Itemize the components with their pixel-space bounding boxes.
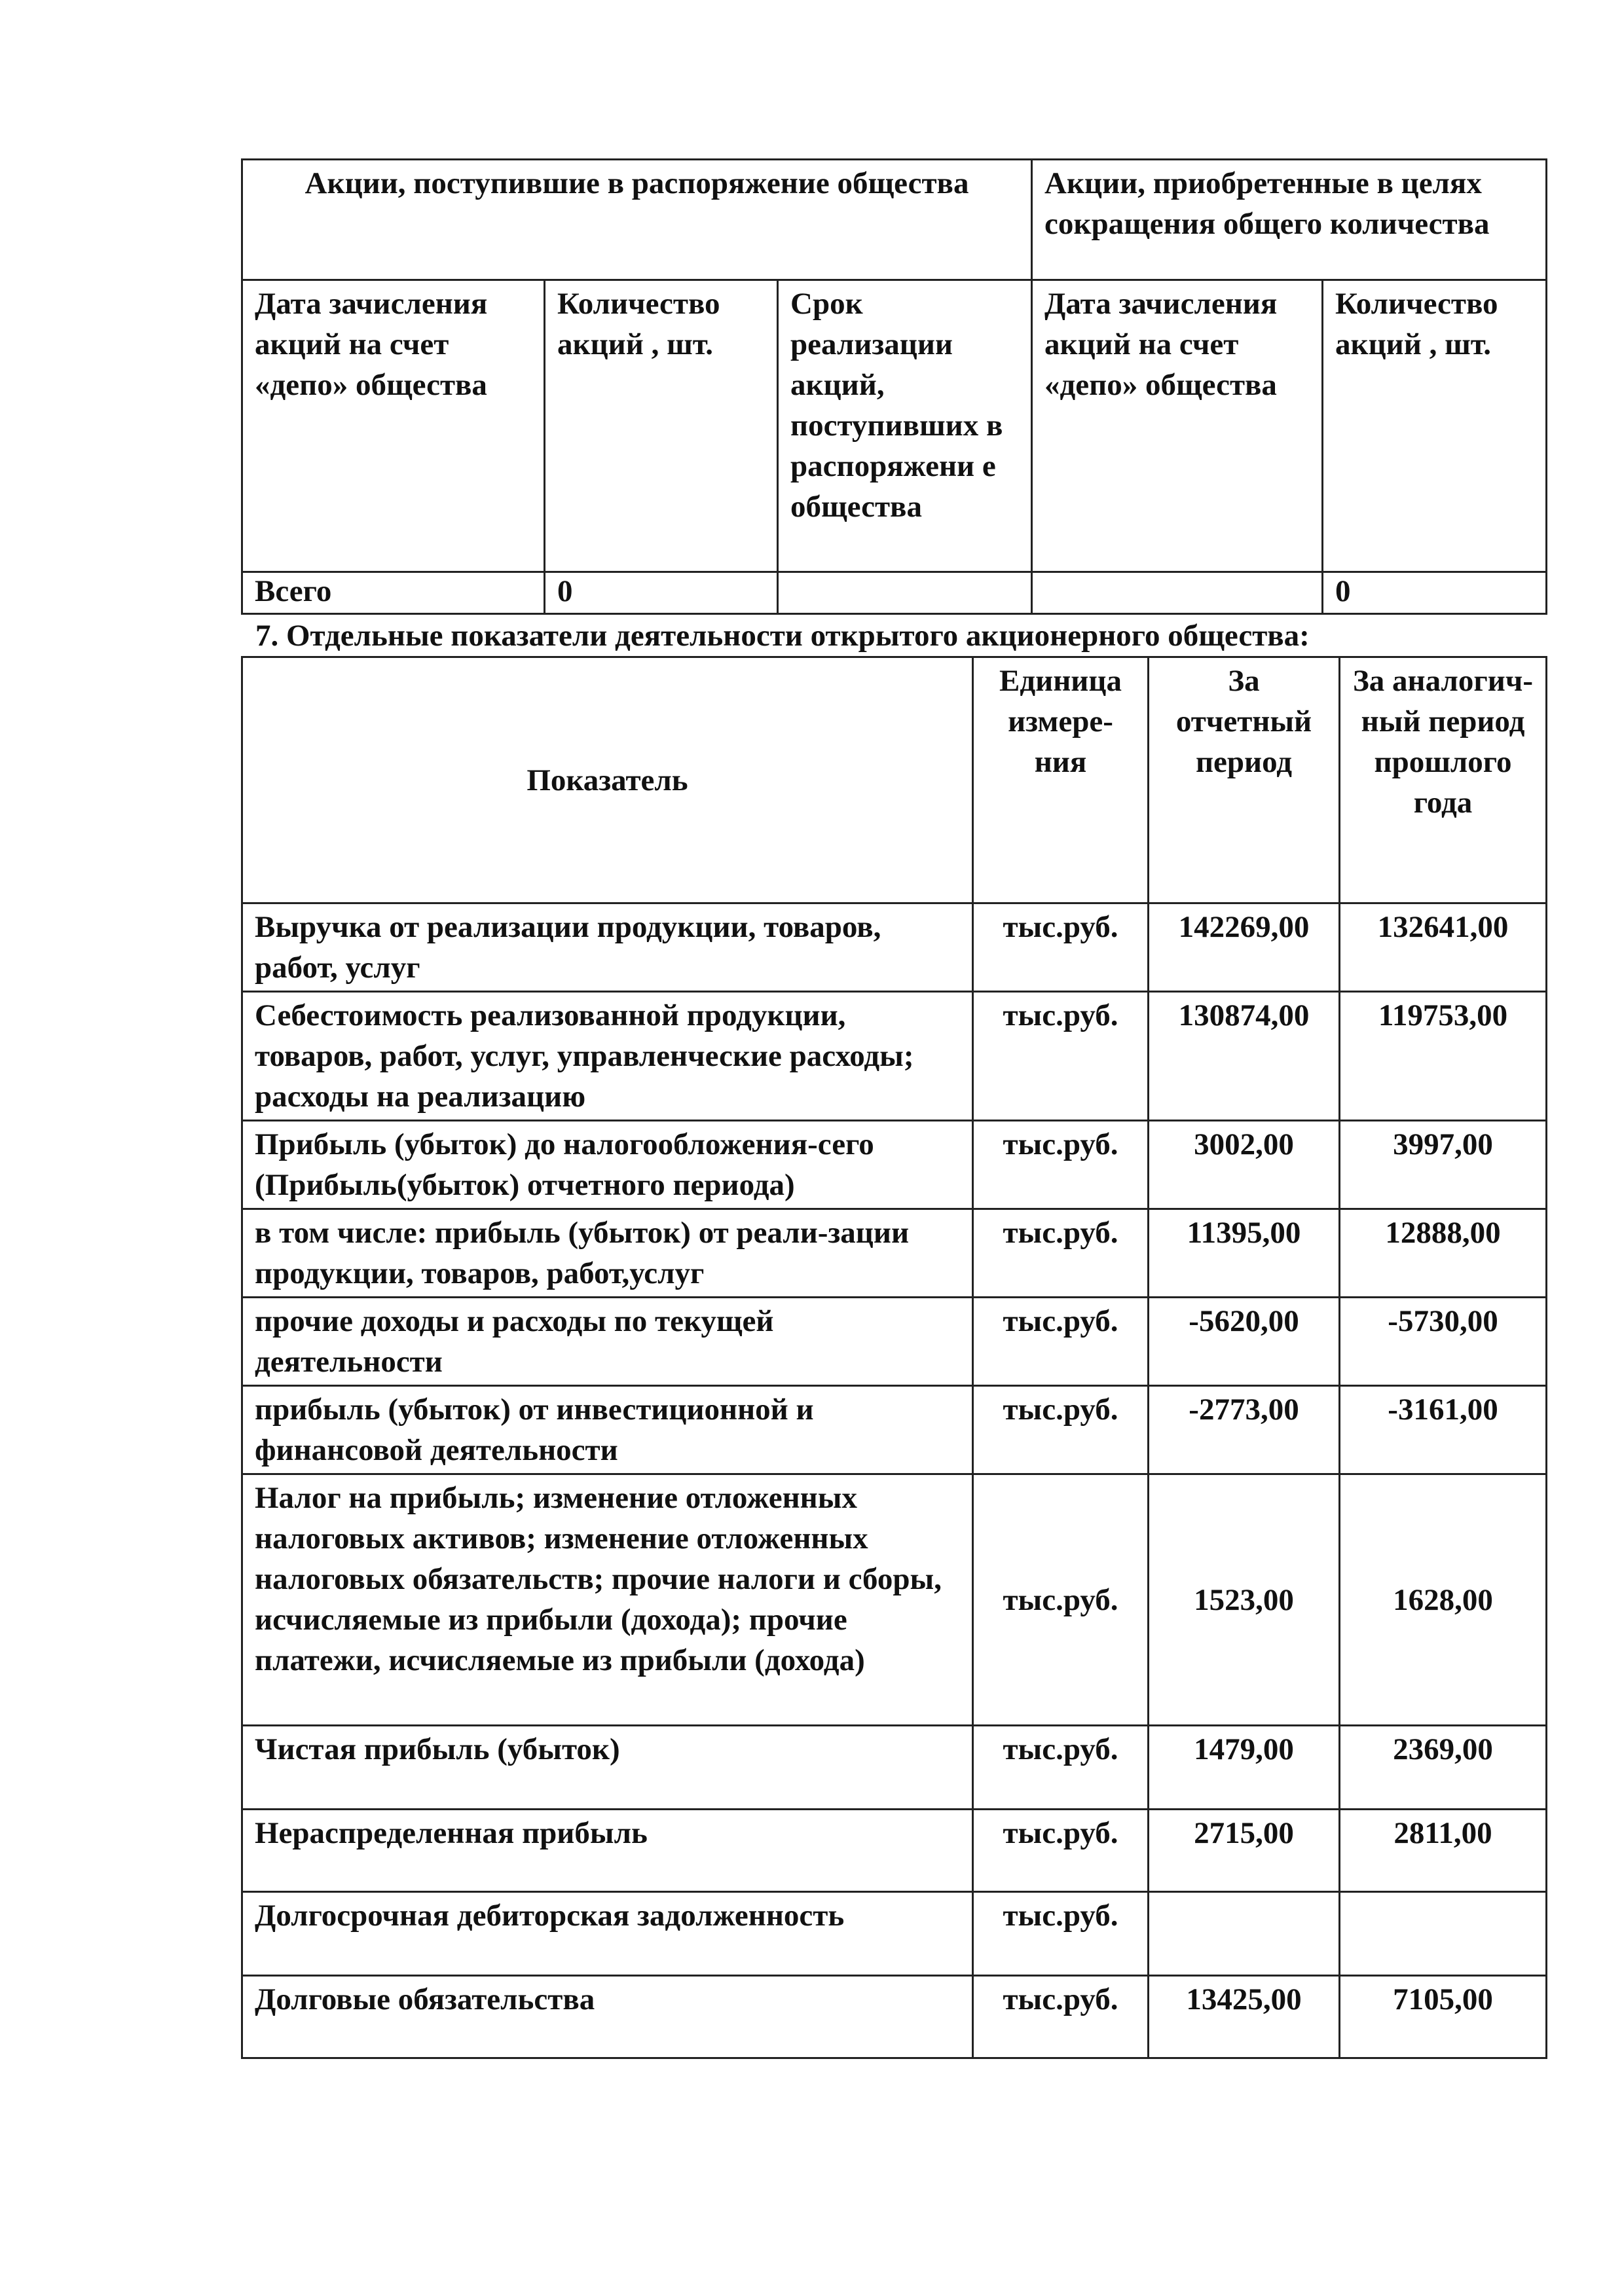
row-previous-value: 2369,00: [1340, 1726, 1547, 1810]
row-current-value: 3002,00: [1149, 1121, 1340, 1209]
table-row: [242, 1892, 1547, 1976]
row-label: Прибыль (убыток) до налогообложения-сего (Прибыль(убыток) отчетного периода): [242, 1121, 973, 1209]
table-row: [242, 1976, 1547, 2058]
table-row: [242, 992, 1547, 1121]
row-current-value: -2773,00: [1149, 1386, 1340, 1474]
section-7-title: 7. Отдельные показатели деятельности открытого акционерного общества:: [255, 619, 1310, 653]
shares-col-header: Дата зачисления акций на счет «депо» общества: [1032, 280, 1323, 572]
shares-group-right-header: Акции, приобретенные в целях сокращения общего количества: [1032, 160, 1547, 280]
row-previous-value: 1628,00: [1340, 1474, 1547, 1726]
row-label: Чистая прибыль (убыток): [242, 1726, 973, 1810]
row-label: Выручка от реализации продукции, товаров, работ, услуг: [242, 903, 973, 992]
shares-col-header: Количество акций , шт.: [545, 280, 778, 572]
row-label: Налог на прибыль; изменение отложенных налоговых активов; изменение отложенных налоговых обязательств; прочие налоги и сборы, исчисляемые из прибыли (дохода); прочие платежи, исчисляемые из прибыли (дохода): [242, 1474, 973, 1726]
row-previous-value: 2811,00: [1340, 1810, 1547, 1892]
row-previous-value: 3997,00: [1340, 1121, 1547, 1209]
row-current-value: 1479,00: [1149, 1726, 1340, 1810]
shares-col-header: Срок реализации акций, поступивших в распоряжени е общества: [778, 280, 1032, 572]
table-row: [242, 903, 1547, 992]
table-row: [242, 1209, 1547, 1298]
row-label: в том числе: прибыль (убыток) от реали-зации продукции, товаров, работ,услуг: [242, 1209, 973, 1298]
header-unit: Единица измере-ния: [973, 657, 1149, 903]
row-current-value: [1149, 1892, 1340, 1976]
row-previous-value: -3161,00: [1340, 1386, 1547, 1474]
indicators-table: [241, 656, 1547, 2059]
row-current-value: 2715,00: [1149, 1810, 1340, 1892]
row-previous-value: 7105,00: [1340, 1976, 1547, 2058]
row-unit: тыс.руб.: [973, 992, 1149, 1121]
row-label: Себестоимость реализованной продукции, товаров, работ, услуг, управленческие расходы; расходы на реализацию: [242, 992, 973, 1121]
table-row: [242, 1121, 1547, 1209]
shares-total-term: [778, 572, 1032, 614]
table-row: [242, 1386, 1547, 1474]
header-previous-period: За аналогич-ный период прошлого года: [1340, 657, 1547, 903]
table-row: [242, 1474, 1547, 1726]
shares-table: [241, 158, 1547, 615]
row-previous-value: -5730,00: [1340, 1298, 1547, 1386]
row-unit: тыс.руб.: [973, 1810, 1149, 1892]
row-label: Долговые обязательства: [242, 1976, 973, 2058]
shares-total-qty-right: 0: [1323, 572, 1547, 614]
row-label: прибыль (убыток) от инвестиционной и финансовой деятельности: [242, 1386, 973, 1474]
row-unit: тыс.руб.: [973, 903, 1149, 992]
row-label: Нераспределенная прибыль: [242, 1810, 973, 1892]
row-current-value: 13425,00: [1149, 1976, 1340, 2058]
row-current-value: 130874,00: [1149, 992, 1340, 1121]
table-row: [242, 1726, 1547, 1810]
row-current-value: -5620,00: [1149, 1298, 1340, 1386]
row-previous-value: 12888,00: [1340, 1209, 1547, 1298]
row-unit: тыс.руб.: [973, 1298, 1149, 1386]
shares-col-header: Дата зачисления акций на счет «депо» общества: [242, 280, 545, 572]
row-label: прочие доходы и расходы по текущей деятельности: [242, 1298, 973, 1386]
row-label: Долгосрочная дебиторская задолженность: [242, 1892, 973, 1976]
row-previous-value: 132641,00: [1340, 903, 1547, 992]
shares-total-qty-left: 0: [545, 572, 778, 614]
header-indicator: Показатель: [242, 657, 973, 903]
row-unit: тыс.руб.: [973, 1209, 1149, 1298]
header-current-period: За отчетный период: [1149, 657, 1340, 903]
row-unit: тыс.руб.: [973, 1726, 1149, 1810]
shares-total-label: Всего: [242, 572, 545, 614]
table-row: [242, 1298, 1547, 1386]
shares-total-date-right: [1032, 572, 1323, 614]
row-previous-value: [1340, 1892, 1547, 1976]
row-unit: тыс.руб.: [973, 1474, 1149, 1726]
row-current-value: 1523,00: [1149, 1474, 1340, 1726]
row-previous-value: 119753,00: [1340, 992, 1547, 1121]
row-current-value: 142269,00: [1149, 903, 1340, 992]
row-unit: тыс.руб.: [973, 1121, 1149, 1209]
shares-group-left-header: Акции, поступившие в распоряжение общества: [242, 160, 1032, 280]
row-unit: тыс.руб.: [973, 1976, 1149, 2058]
row-unit: тыс.руб.: [973, 1386, 1149, 1474]
row-unit: тыс.руб.: [973, 1892, 1149, 1976]
row-current-value: 11395,00: [1149, 1209, 1340, 1298]
shares-col-header: Количество акций , шт.: [1323, 280, 1547, 572]
table-row: [242, 1810, 1547, 1892]
